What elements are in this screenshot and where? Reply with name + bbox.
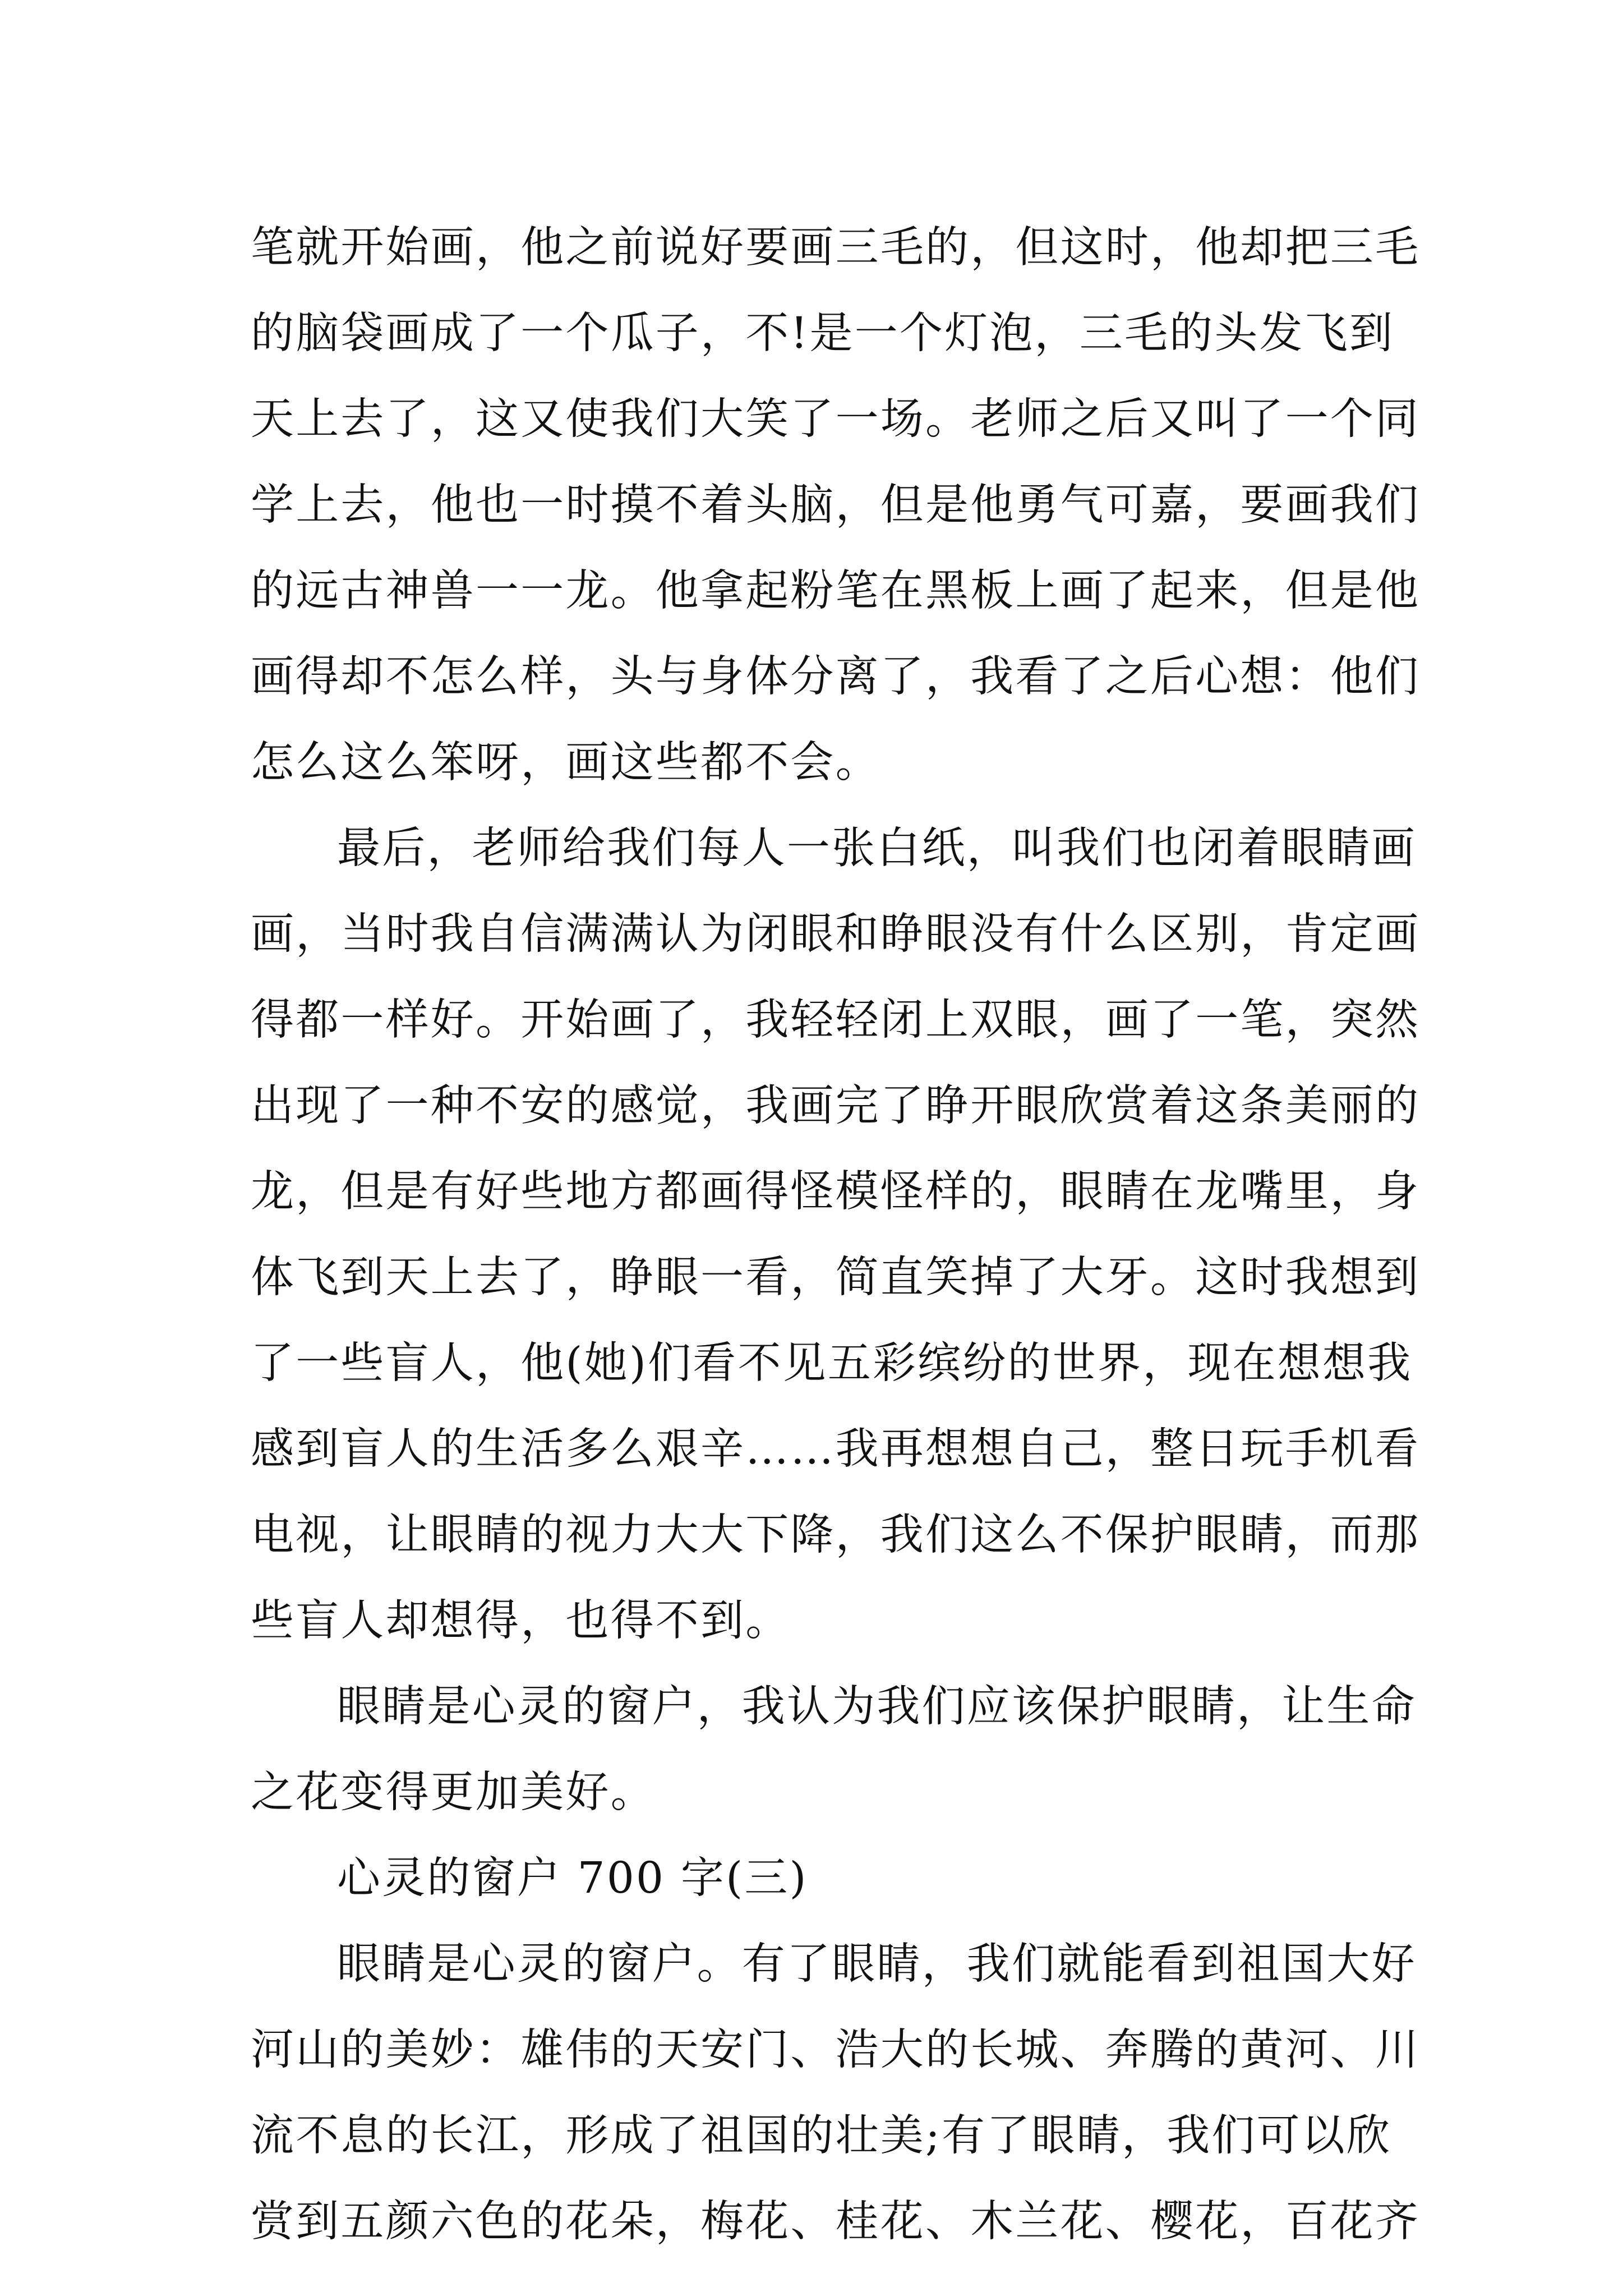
text-line: 画，当时我自信满满认为闭眼和睁眼没有什么区别，肯定画 <box>251 909 1421 959</box>
text-line: 电视，让眼睛的视力大大下降，我们这么不保护眼睛，而那 <box>251 1510 1421 1560</box>
text-line: 眼睛是心灵的窗户，我认为我们应该保护眼睛，让生命 <box>337 1682 1417 1732</box>
text-line: 流不息的长江，形成了祖国的壮美;有了眼睛，我们可以欣 <box>251 2111 1392 2161</box>
text-line: 之花变得更加美好。 <box>251 1768 656 1818</box>
text-line: 最后，老师给我们每人一张白纸，叫我们也闭着眼睛画 <box>337 823 1417 873</box>
text-line: 感到盲人的生活多么艰辛……我再想想自己，整日玩手机看 <box>251 1424 1421 1474</box>
text-line: 龙，但是有好些地方都画得怪模怪样的，眼睛在龙嘴里，身 <box>251 1167 1421 1217</box>
text-line: 些盲人却想得，也得不到。 <box>251 1596 791 1646</box>
text-line: 赏到五颜六色的花朵，梅花、桂花、木兰花、樱花，百花齐 <box>251 2197 1421 2247</box>
text-line: 笔就开始画，他之前说好要画三毛的，但这时，他却把三毛 <box>251 223 1421 273</box>
text-line: 眼睛是心灵的窗户。有了眼睛，我们就能看到祖国大好 <box>337 1939 1417 1989</box>
text-line: 了一些盲人，他(她)们看不见五彩缤纷的世界，现在想想我 <box>251 1338 1413 1388</box>
section-heading: 心灵的窗户 700 字(三) <box>337 1853 808 1903</box>
body-text <box>251 205 1421 2265</box>
text-line: 的脑袋画成了一个瓜子，不!是一个灯泡，三毛的头发飞到 <box>251 309 1395 358</box>
text-line: 河山的美妙：雄伟的天安门、浩大的长城、奔腾的黄河、川 <box>251 2025 1421 2075</box>
text-line: 出现了一种不安的感觉，我画完了睁开眼欣赏着这条美丽的 <box>251 1081 1421 1131</box>
text-line: 体飞到天上去了，睁眼一看，简直笑掉了大牙。这时我想到 <box>251 1253 1421 1303</box>
text-line: 得都一样好。开始画了，我轻轻闭上双眼，画了一笔，突然 <box>251 995 1421 1045</box>
text-line: 画得却不怎么样，头与身体分离了，我看了之后心想：他们 <box>251 652 1421 702</box>
text-line: 天上去了，这又使我们大笑了一场。老师之后又叫了一个同 <box>251 394 1421 444</box>
text-line: 的远古神兽一一龙。他拿起粉笔在黑板上画了起来，但是他 <box>251 566 1421 616</box>
text-line: 怎么这么笨呀，画这些都不会。 <box>251 738 880 788</box>
text-line: 学上去，他也一时摸不着头脑，但是他勇气可嘉，要画我们 <box>251 480 1421 530</box>
